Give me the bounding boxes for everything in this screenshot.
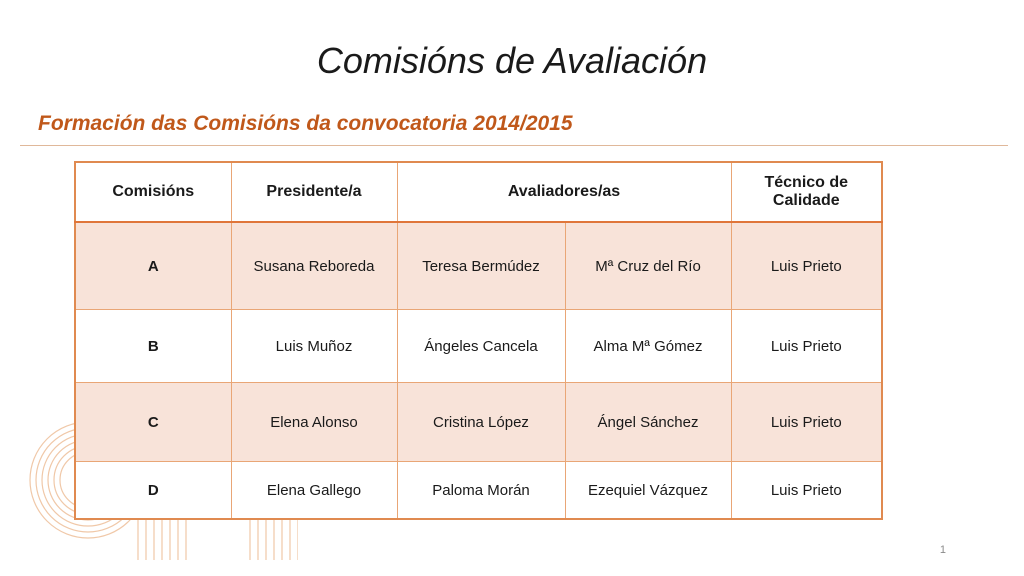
cell-presidente: Elena Alonso — [231, 383, 397, 462]
header-presidente: Presidente/a — [231, 162, 397, 222]
header-tecnico: Técnico de Calidade — [731, 162, 882, 222]
title-divider — [20, 145, 1008, 146]
cell-comision: A — [75, 222, 231, 310]
cell-avaliador-1: Teresa Bermúdez — [397, 222, 565, 310]
slide-subtitle: Formación das Comisións da convocatoria 2014/2015 — [38, 112, 573, 135]
table-header-row — [75, 162, 882, 222]
header-comisions: Comisións — [75, 162, 231, 222]
cell-presidente: Susana Reboreda — [231, 222, 397, 310]
cell-avaliador-1: Paloma Morán — [397, 462, 565, 520]
slide-title: Comisións de Avaliación — [316, 40, 708, 81]
cell-comision: D — [75, 462, 231, 520]
cell-tecnico: Luis Prieto — [731, 310, 882, 383]
table-row — [75, 222, 882, 310]
cell-avaliador-1: Ángeles Cancela — [397, 310, 565, 383]
cell-avaliador-2: Mª Cruz del Río — [565, 222, 731, 310]
cell-tecnico: Luis Prieto — [731, 462, 882, 520]
page-number: 1 — [939, 544, 946, 556]
cell-tecnico: Luis Prieto — [731, 383, 882, 462]
cell-avaliador-2: Ángel Sánchez — [565, 383, 731, 462]
cell-avaliador-2: Ezequiel Vázquez — [565, 462, 731, 520]
cell-tecnico: Luis Prieto — [731, 222, 882, 310]
cell-comision: B — [75, 310, 231, 383]
table-row — [75, 310, 882, 383]
cell-presidente: Luis Muñoz — [231, 310, 397, 383]
cell-comision: C — [75, 383, 231, 462]
header-avaliadores: Avaliadores/as — [397, 162, 731, 222]
commissions-table — [74, 161, 883, 520]
cell-avaliador-2: Alma Mª Gómez — [565, 310, 731, 383]
table-row — [75, 383, 882, 462]
cell-avaliador-1: Cristina López — [397, 383, 565, 462]
table-row — [75, 462, 882, 520]
cell-presidente: Elena Gallego — [231, 462, 397, 520]
